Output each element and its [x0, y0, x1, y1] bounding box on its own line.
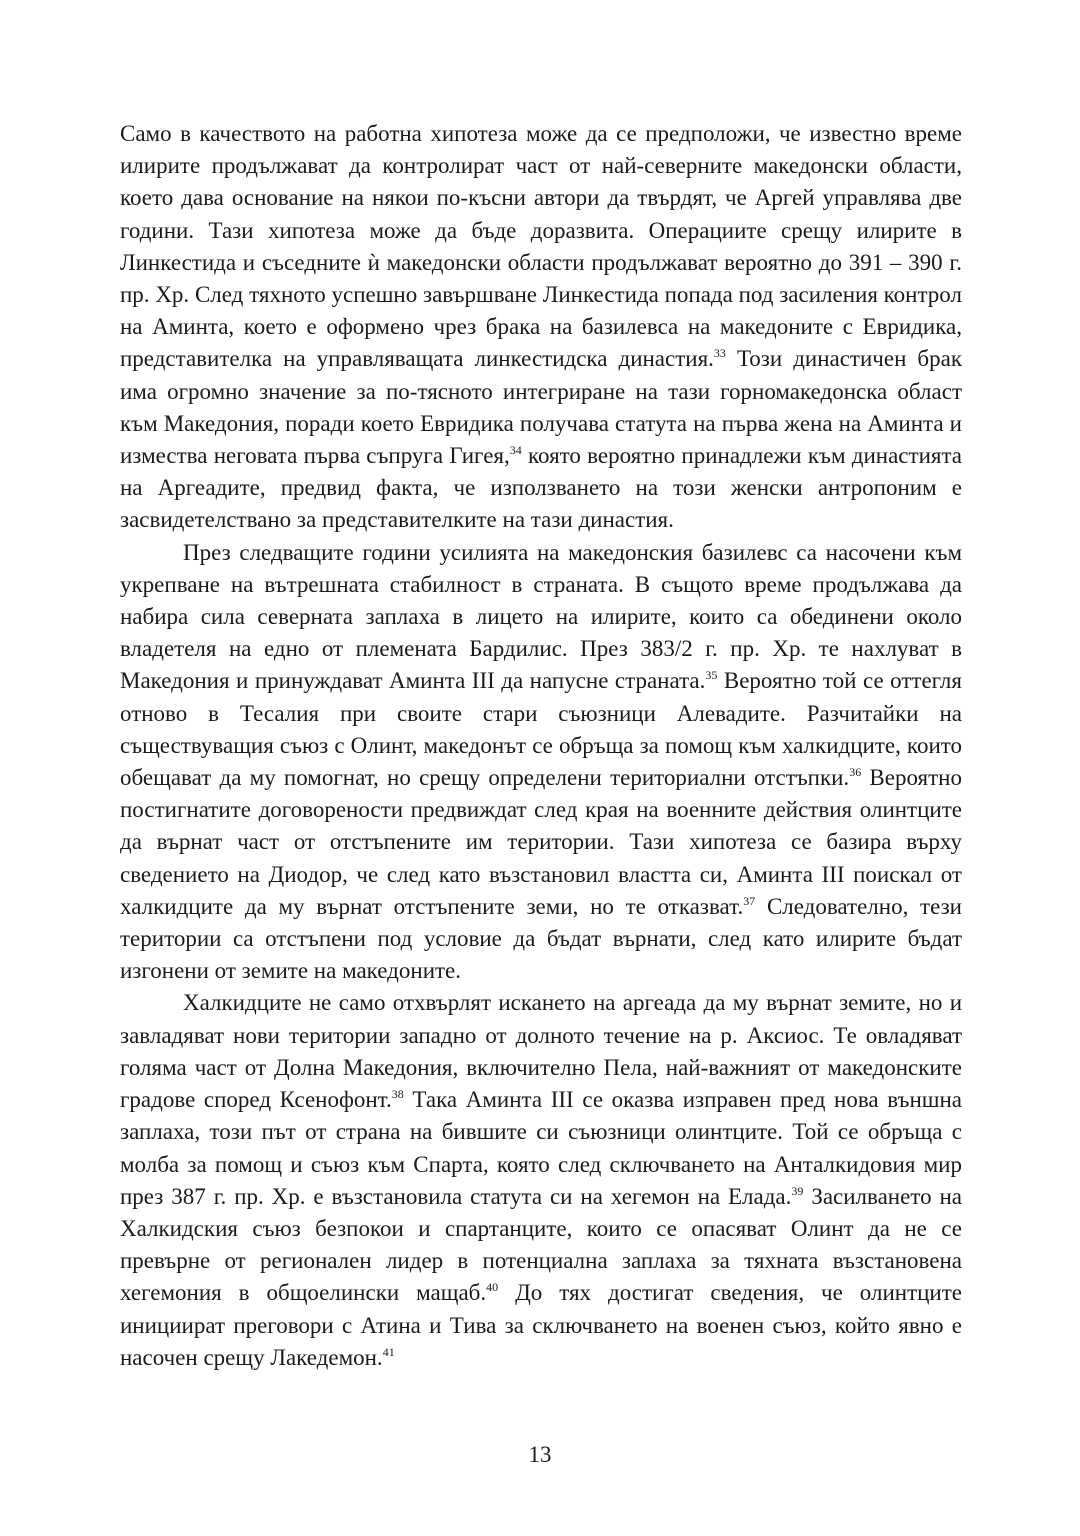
footnote-ref-40: 40: [486, 1280, 499, 1295]
paragraph-3: [120, 987, 962, 1373]
footnote-ref-36: 36: [849, 765, 862, 780]
footnote-ref-33: 33: [713, 346, 726, 361]
paragraph-text: Следователно, тези територии са отстъпени под условие да бъдат върнати, след като илирите бъдат изгонени от земите на македоните.: [120, 893, 962, 984]
footnote-ref-37: 37: [743, 893, 756, 908]
paragraph-text: До тях достигат сведения, че олинтците инициират преговори с Атина и Тива за сключването на военен съюз, който явно е насочен срещу Лакедемон.: [120, 1280, 962, 1370]
paragraph-1: [120, 118, 962, 537]
paragraph-text: Този династичен брак има огромно значение за по-тясното интегриране на тази горномакедонска област към Македония, поради което Евридика получава статута на първа жена на Аминта и измества неговата първа съпруга Гигея,: [120, 346, 962, 469]
paragraph-text: Само в качеството на работна хипотеза може да се предположи, че известно време илирите продължават да контролират част от най-северните македонски области, което дава основание на някои по-късни автори да твърдят, че Аргей управлява две години. Тази хипотеза може да бъде доразвита. Операциите срещу илирите в Линкестида и съседните ѝ македонски области продължават вероятно до 391 – 390 г. пр. Хр. След тяхното успешно завършване Линкестида попада под засиления контрол на Аминта, което е оформено чрез брака на базилевса на македоните с Евридика, представителка на управляващата линкестидска династия.: [120, 121, 962, 372]
paragraph-text: Засилването на Халкидския съюз безпокои и спартанците, които се опасяват Олинт да не се превърне от регионален лидер в потенциална заплаха за тяхната възстановена хегемония в общоелински мащаб.: [120, 1183, 962, 1306]
page-body: [120, 118, 962, 1374]
page-number: 13: [528, 1442, 552, 1467]
paragraph-text: Вероятно постигнатите договорености предвиждат след края на военните действия олинтците да върнат част от отстъпените им територии. Тази хипотеза се базира върху сведението на Диодор, че след като възстановил властта си, Аминта III поискал от халкидците да му върнат отстъпените земи, но те отказват.: [120, 765, 962, 919]
paragraph-2: [120, 537, 962, 988]
paragraph-text: Халкидците не само отхвърлят искането на аргеада да му върнат земите, но и завладяват нови територии западно от долното течение на р. Аксиос. Те овладяват голяма част от Долна Македония, включително Пела, най-важният от македонските градове според Ксенофонт.: [120, 990, 962, 1113]
paragraph-text: Така Аминта III се оказва изправен пред нова външна заплаха, този път от страна на бившите си съюзници олинтците. Той се обръща с молба за помощ и съюз към Спарта, която след сключването на Анталкидовия мир през 387 г. пр. Хр. е възстановила статута си на хегемон на Елада.: [120, 1087, 962, 1209]
footnote-ref-35: 35: [705, 668, 718, 683]
paragraph-text: която вероятно принадлежи към династията на Аргеадите, предвид факта, че използването на този женски антропоним е засвидетелствано за представителките на тази династия.: [120, 443, 962, 533]
footnote-ref-34: 34: [509, 443, 522, 458]
footnote-ref-41: 41: [382, 1344, 395, 1359]
footnote-ref-39: 39: [791, 1183, 804, 1198]
paragraph-text: През следващите години усилията на македонския базилевс са насочени към укрепване на вътрешната стабилност в страната. В същото време продължава да набира сила северната заплаха в лицето на илирите, които са обединени около владетеля на едно от племената Бардилис. През 383/2 г. пр. Хр. те нахлуват в Македония и принуждават Аминта III да напусне страната.: [120, 539, 962, 694]
footnote-ref-38: 38: [391, 1087, 404, 1102]
paragraph-text: Вероятно той се оттегля отново в Тесалия при своите стари съюзници Алевадите. Разчитайки на съществуващия съюз с Олинт, македонът се обръща за помощ към халкидците, които обещават да му помогнат, но срещу определени териториални отстъпки.: [120, 668, 962, 791]
